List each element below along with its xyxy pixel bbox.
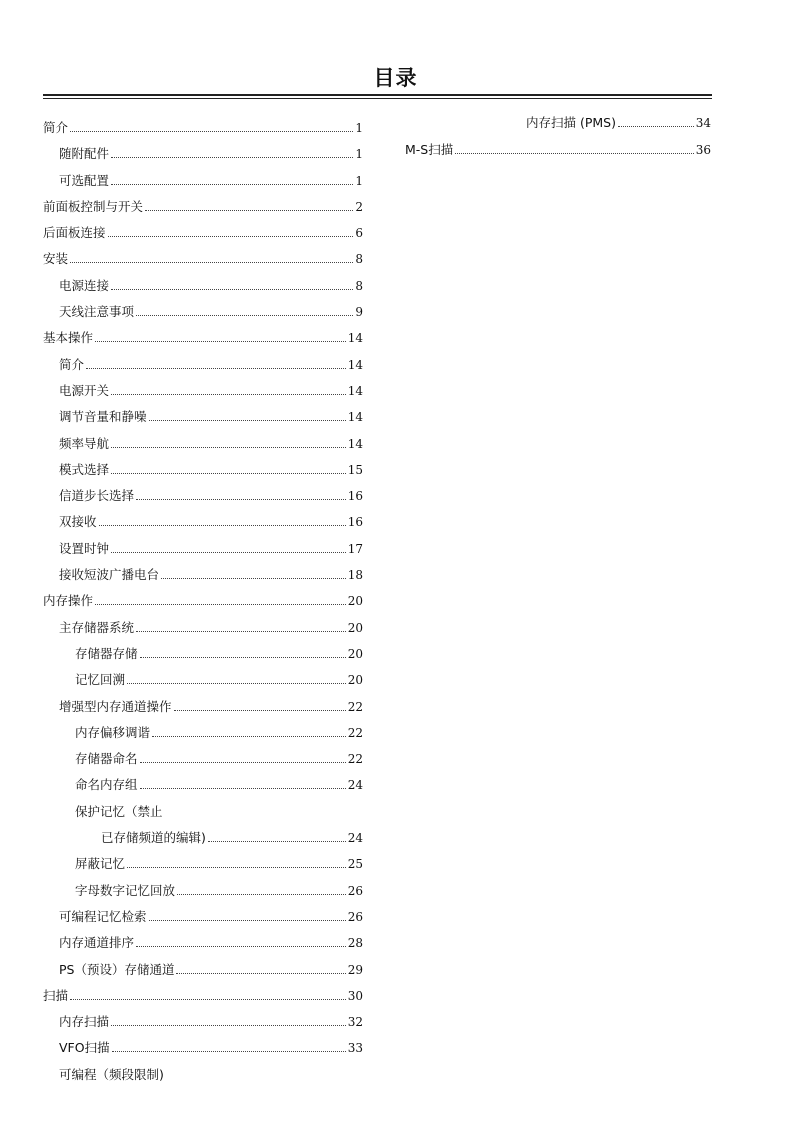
toc-entry-label: 可编程（频段限制): [59, 1066, 164, 1082]
toc-entry-label: VFO扫描: [59, 1040, 110, 1056]
dot-leader: [111, 447, 346, 448]
toc-entry-label: 基本操作: [43, 330, 94, 346]
dot-leader: [111, 552, 346, 553]
toc-entry-label: 频率导航: [59, 435, 110, 451]
toc-entry-label: 电源开关: [59, 382, 110, 398]
toc-entry[interactable]: [43, 907, 363, 933]
toc-entry-page: 1: [355, 121, 363, 135]
dot-leader: [70, 262, 353, 263]
dot-leader: [140, 788, 346, 789]
toc-entry-label: 已存储频道的编辑): [101, 830, 206, 846]
toc-entry-page: 16: [347, 515, 363, 530]
toc-entry-label: 命名内存组: [75, 777, 138, 793]
toc-entry[interactable]: [43, 434, 363, 460]
toc-entry-label: 简介: [59, 356, 85, 372]
toc-entry-label: 随附配件: [59, 146, 110, 162]
toc-left-column: [43, 118, 363, 1091]
toc-entry[interactable]: [43, 802, 363, 828]
toc-entry-label: 存储器命名: [75, 751, 138, 767]
toc-entry[interactable]: [43, 854, 363, 880]
dot-leader: [177, 894, 346, 895]
dot-leader: [111, 157, 353, 158]
toc-entry[interactable]: [405, 113, 711, 140]
toc-entry-page: 34: [695, 116, 711, 130]
toc-entry-label: 可编程记忆检索: [59, 908, 147, 924]
toc-entry[interactable]: [43, 1038, 363, 1064]
toc-entry[interactable]: [43, 460, 363, 486]
toc-entry[interactable]: [43, 381, 363, 407]
dot-leader: [161, 578, 346, 579]
dot-leader: [140, 762, 346, 763]
dot-leader: [149, 920, 346, 921]
toc-entry-page: 29: [347, 962, 363, 977]
toc-entry-label: 信道步长选择: [59, 488, 135, 504]
toc-entry-label: 增强型内存通道操作: [59, 698, 172, 714]
toc-entry[interactable]: [43, 144, 363, 170]
toc-entry[interactable]: [43, 197, 363, 223]
toc-entry[interactable]: [43, 933, 363, 959]
dot-leader: [136, 946, 346, 947]
dot-leader: [99, 525, 346, 526]
toc-entry[interactable]: [43, 749, 363, 775]
toc-entry[interactable]: [43, 512, 363, 538]
dot-leader: [176, 973, 345, 974]
dot-leader: [127, 867, 346, 868]
toc-entry[interactable]: [43, 775, 363, 801]
toc-entry-page: 6: [355, 226, 363, 241]
toc-entry[interactable]: [43, 591, 363, 617]
toc-entry-label: 安装: [43, 251, 69, 267]
toc-entry[interactable]: [405, 140, 711, 167]
dot-leader: [95, 341, 346, 342]
dot-leader: [618, 126, 694, 127]
toc-entry-page: 14: [347, 357, 363, 372]
toc-entry-page: 20: [347, 620, 363, 635]
toc-entry-page: 20: [347, 673, 363, 688]
toc-entry[interactable]: [43, 486, 363, 512]
toc-entry[interactable]: [43, 565, 363, 591]
toc-entry-label: 记忆回溯: [75, 672, 126, 688]
toc-entry[interactable]: [43, 828, 363, 854]
dot-leader: [95, 604, 346, 605]
toc-entry-label: 内存扫描 (PMS): [526, 115, 616, 130]
title-rule-thick: [43, 94, 712, 96]
dot-leader: [455, 153, 693, 154]
dot-leader: [86, 368, 346, 369]
dot-leader: [174, 710, 346, 711]
toc-entry-page: 20: [347, 594, 363, 609]
toc-entry[interactable]: [43, 302, 363, 328]
toc-entry[interactable]: [43, 1012, 363, 1038]
toc-entry-page: 8: [355, 278, 363, 293]
toc-entry[interactable]: [43, 407, 363, 433]
dot-leader: [70, 999, 346, 1000]
toc-entry-page: 2: [355, 199, 363, 214]
toc-entry-label: 简介: [43, 120, 69, 135]
toc-entry-page: 28: [347, 936, 363, 951]
toc-entry-label: 模式选择: [59, 461, 110, 477]
toc-entry-page: 9: [355, 305, 363, 320]
dot-leader: [112, 1051, 346, 1052]
toc-entry-label: 后面板连接: [43, 225, 106, 241]
toc-entry[interactable]: [43, 697, 363, 723]
page-title: 目录: [373, 66, 418, 90]
toc-entry[interactable]: [43, 986, 363, 1012]
dot-leader: [136, 315, 353, 316]
toc-entry[interactable]: [43, 670, 363, 696]
toc-entry-page: 26: [347, 909, 363, 924]
dot-leader: [111, 1025, 346, 1026]
toc-entry-page: 14: [347, 331, 363, 346]
toc-entry-label: 屏蔽记忆: [75, 856, 126, 872]
dot-leader: [152, 736, 346, 737]
dot-leader: [111, 473, 346, 474]
dot-leader: [108, 236, 354, 237]
toc-entry[interactable]: [43, 328, 363, 354]
dot-leader: [111, 184, 353, 185]
toc-entry[interactable]: [43, 539, 363, 565]
dot-leader: [140, 657, 346, 658]
dot-leader: [127, 683, 346, 684]
toc-entry-page: 22: [347, 725, 363, 740]
toc-entry-label: 存储器存储: [75, 645, 138, 661]
toc-entry-page: 24: [347, 778, 363, 793]
dot-leader: [111, 289, 353, 290]
toc-entry-label: 接收短波广播电台: [59, 567, 160, 583]
toc-entry-page: 22: [347, 752, 363, 767]
toc-entry-page: 14: [347, 436, 363, 451]
toc-entry-page: 33: [347, 1041, 363, 1056]
toc-entry[interactable]: [43, 881, 363, 907]
toc-entry-page: 25: [347, 857, 363, 872]
dot-leader: [136, 631, 346, 632]
toc-entry-label: 内存偏移调谐: [75, 724, 151, 740]
toc-entry-label: 内存扫描: [59, 1014, 110, 1030]
dot-leader: [70, 131, 353, 132]
toc-entry[interactable]: [43, 723, 363, 749]
toc-entry-label: PS（预设）存储通道: [59, 961, 175, 977]
toc-entry-label: 天线注意事项: [59, 304, 135, 320]
toc-entry-label: 调节音量和静噪: [59, 409, 147, 425]
dot-leader: [208, 841, 346, 842]
toc-entry-page: 16: [347, 489, 363, 504]
toc-entry-page: 17: [347, 541, 363, 556]
toc-entry-page: 18: [347, 568, 363, 583]
toc-entry[interactable]: [43, 960, 363, 986]
toc-entry-page: 1: [355, 147, 363, 162]
toc-entry-label: 保护记忆（禁止: [75, 803, 163, 819]
toc-entry-page: 36: [695, 143, 711, 157]
toc-entry-page: 24: [347, 831, 363, 846]
toc-entry-page: 1: [355, 173, 363, 188]
toc-entry-page: 26: [347, 883, 363, 898]
toc-entry-label: 设置时钟: [59, 540, 110, 556]
toc-entry-page: 14: [347, 383, 363, 398]
toc-entry-page: 14: [347, 410, 363, 425]
toc-entry-label: 主存储器系统: [59, 619, 135, 635]
toc-entry[interactable]: [43, 249, 363, 275]
toc-entry[interactable]: [43, 171, 363, 197]
dot-leader: [145, 210, 353, 211]
toc-entry-page: 32: [347, 1015, 363, 1030]
toc-entry-label: 电源连接: [59, 277, 110, 293]
toc-entry-label: M-S扫描: [405, 142, 454, 157]
toc-entry-page: 20: [347, 646, 363, 661]
toc-entry-page: 8: [355, 252, 363, 267]
toc-entry[interactable]: [43, 118, 363, 144]
toc-entry-label: 内存通道排序: [59, 935, 135, 951]
dot-leader: [136, 499, 346, 500]
toc-entry-label: 可选配置: [59, 172, 110, 188]
toc-entry-label: 扫描: [43, 987, 69, 1003]
toc-entry-page: 22: [347, 699, 363, 714]
toc-entry-label: 字母数字记忆回放: [75, 882, 176, 898]
toc-entry-page: 30: [347, 988, 363, 1003]
title-rule-thin: [43, 98, 712, 99]
toc-entry-label: 双接收: [59, 514, 97, 530]
toc-right-column: [405, 113, 711, 167]
dot-leader: [111, 394, 346, 395]
toc-entry[interactable]: [43, 355, 363, 381]
toc-entry-label: 内存操作: [43, 593, 94, 609]
toc-entry-label: 前面板控制与开关: [43, 198, 144, 214]
toc-entry[interactable]: [43, 1065, 363, 1091]
dot-leader: [149, 420, 346, 421]
toc-entry-page: 15: [347, 462, 363, 477]
toc-entry[interactable]: [43, 276, 363, 302]
toc-entry[interactable]: [43, 223, 363, 249]
toc-entry[interactable]: [43, 618, 363, 644]
toc-entry[interactable]: [43, 644, 363, 670]
